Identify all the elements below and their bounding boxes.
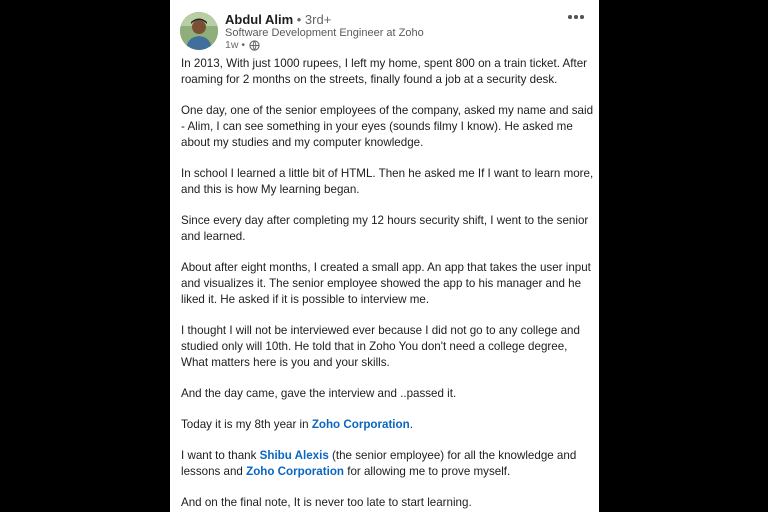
globe-icon [249, 40, 260, 51]
text-line [181, 417, 591, 433]
post-body [181, 56, 594, 512]
author-avatar[interactable] [180, 12, 218, 50]
post-paragraph [181, 213, 591, 245]
text-line: About after eight months, I created a small app. An app that takes the user input [181, 261, 591, 274]
post-paragraph [181, 323, 591, 371]
post-paragraph [181, 260, 591, 308]
post-card [170, 0, 599, 512]
person-photo-icon [180, 12, 218, 50]
text-line: about my studies and my computer knowledge. [181, 136, 424, 149]
post-paragraph [181, 417, 591, 433]
text-line [181, 448, 591, 464]
text-fragment: lessons and [181, 465, 247, 478]
text-line: What matters here is you and your skills. [181, 356, 390, 369]
text-line: and learned. [181, 230, 246, 243]
text-fragment: . [409, 418, 413, 431]
text-line: One day, one of the senior employees of the company, asked my name and said [181, 104, 594, 117]
text-fragment: (the senior employee) for all the knowledge and [328, 449, 577, 462]
text-line: and visualizes it. The senior employee showed the app to his manager and he [181, 277, 582, 290]
author-name-line [225, 12, 331, 27]
person-mention-link[interactable]: Shibu Alexis [259, 449, 329, 462]
text-line: - Alim, I can see something in your eyes (sounds filmy I know). He asked me [181, 120, 573, 133]
author-name[interactable]: Abdul Alim [225, 12, 294, 27]
company-mention-link[interactable]: Zoho Corporation [311, 418, 410, 431]
post-paragraph [181, 386, 591, 402]
author-headline: Software Development Engineer at Zoho [225, 27, 424, 39]
text-line: studied only will 10th. He told that in Zoho You don't need a college degree, [181, 340, 568, 353]
company-mention-link[interactable]: Zoho Corporation [246, 465, 344, 478]
text-line: Since every day after completing my 12 hours security shift, I went to the senior [181, 214, 589, 227]
text-fragment: I want to thank [181, 449, 260, 462]
text-line: And the day came, gave the interview and ..passed it. [181, 387, 457, 400]
post-paragraph [181, 56, 591, 88]
more-icon-dot [580, 15, 584, 19]
connection-degree: • 3rd+ [296, 12, 332, 27]
post-paragraph [181, 166, 594, 198]
text-fragment: Today it is my 8th year in [181, 418, 312, 431]
text-line: roaming for 2 months on the streets, finally found a job at a security desk. [181, 73, 558, 86]
more-options-button[interactable] [565, 8, 587, 26]
post-meta [225, 39, 260, 51]
text-line: And on the final note, It is never too late to start learning. [181, 496, 472, 509]
post-paragraph [181, 495, 591, 511]
text-line: liked it. He asked if it is possible to interview me. [181, 293, 430, 306]
text-line: I thought I will not be interviewed ever because I did not go to any college and [181, 324, 580, 337]
more-icon-dot [568, 15, 572, 19]
more-icon-dot [574, 15, 578, 19]
text-fragment: for allowing me to prove myself. [344, 465, 511, 478]
post-paragraph [181, 103, 594, 151]
post-time: 1w • [225, 39, 246, 51]
post-paragraph [181, 448, 591, 480]
text-line: and this is how My learning began. [181, 183, 360, 196]
text-line [181, 464, 591, 480]
text-line: In school I learned a little bit of HTML. Then he asked me If I want to learn more, [181, 167, 594, 180]
text-line: In 2013, With just 1000 rupees, I left my home, spent 800 on a train ticket. After [181, 57, 588, 70]
